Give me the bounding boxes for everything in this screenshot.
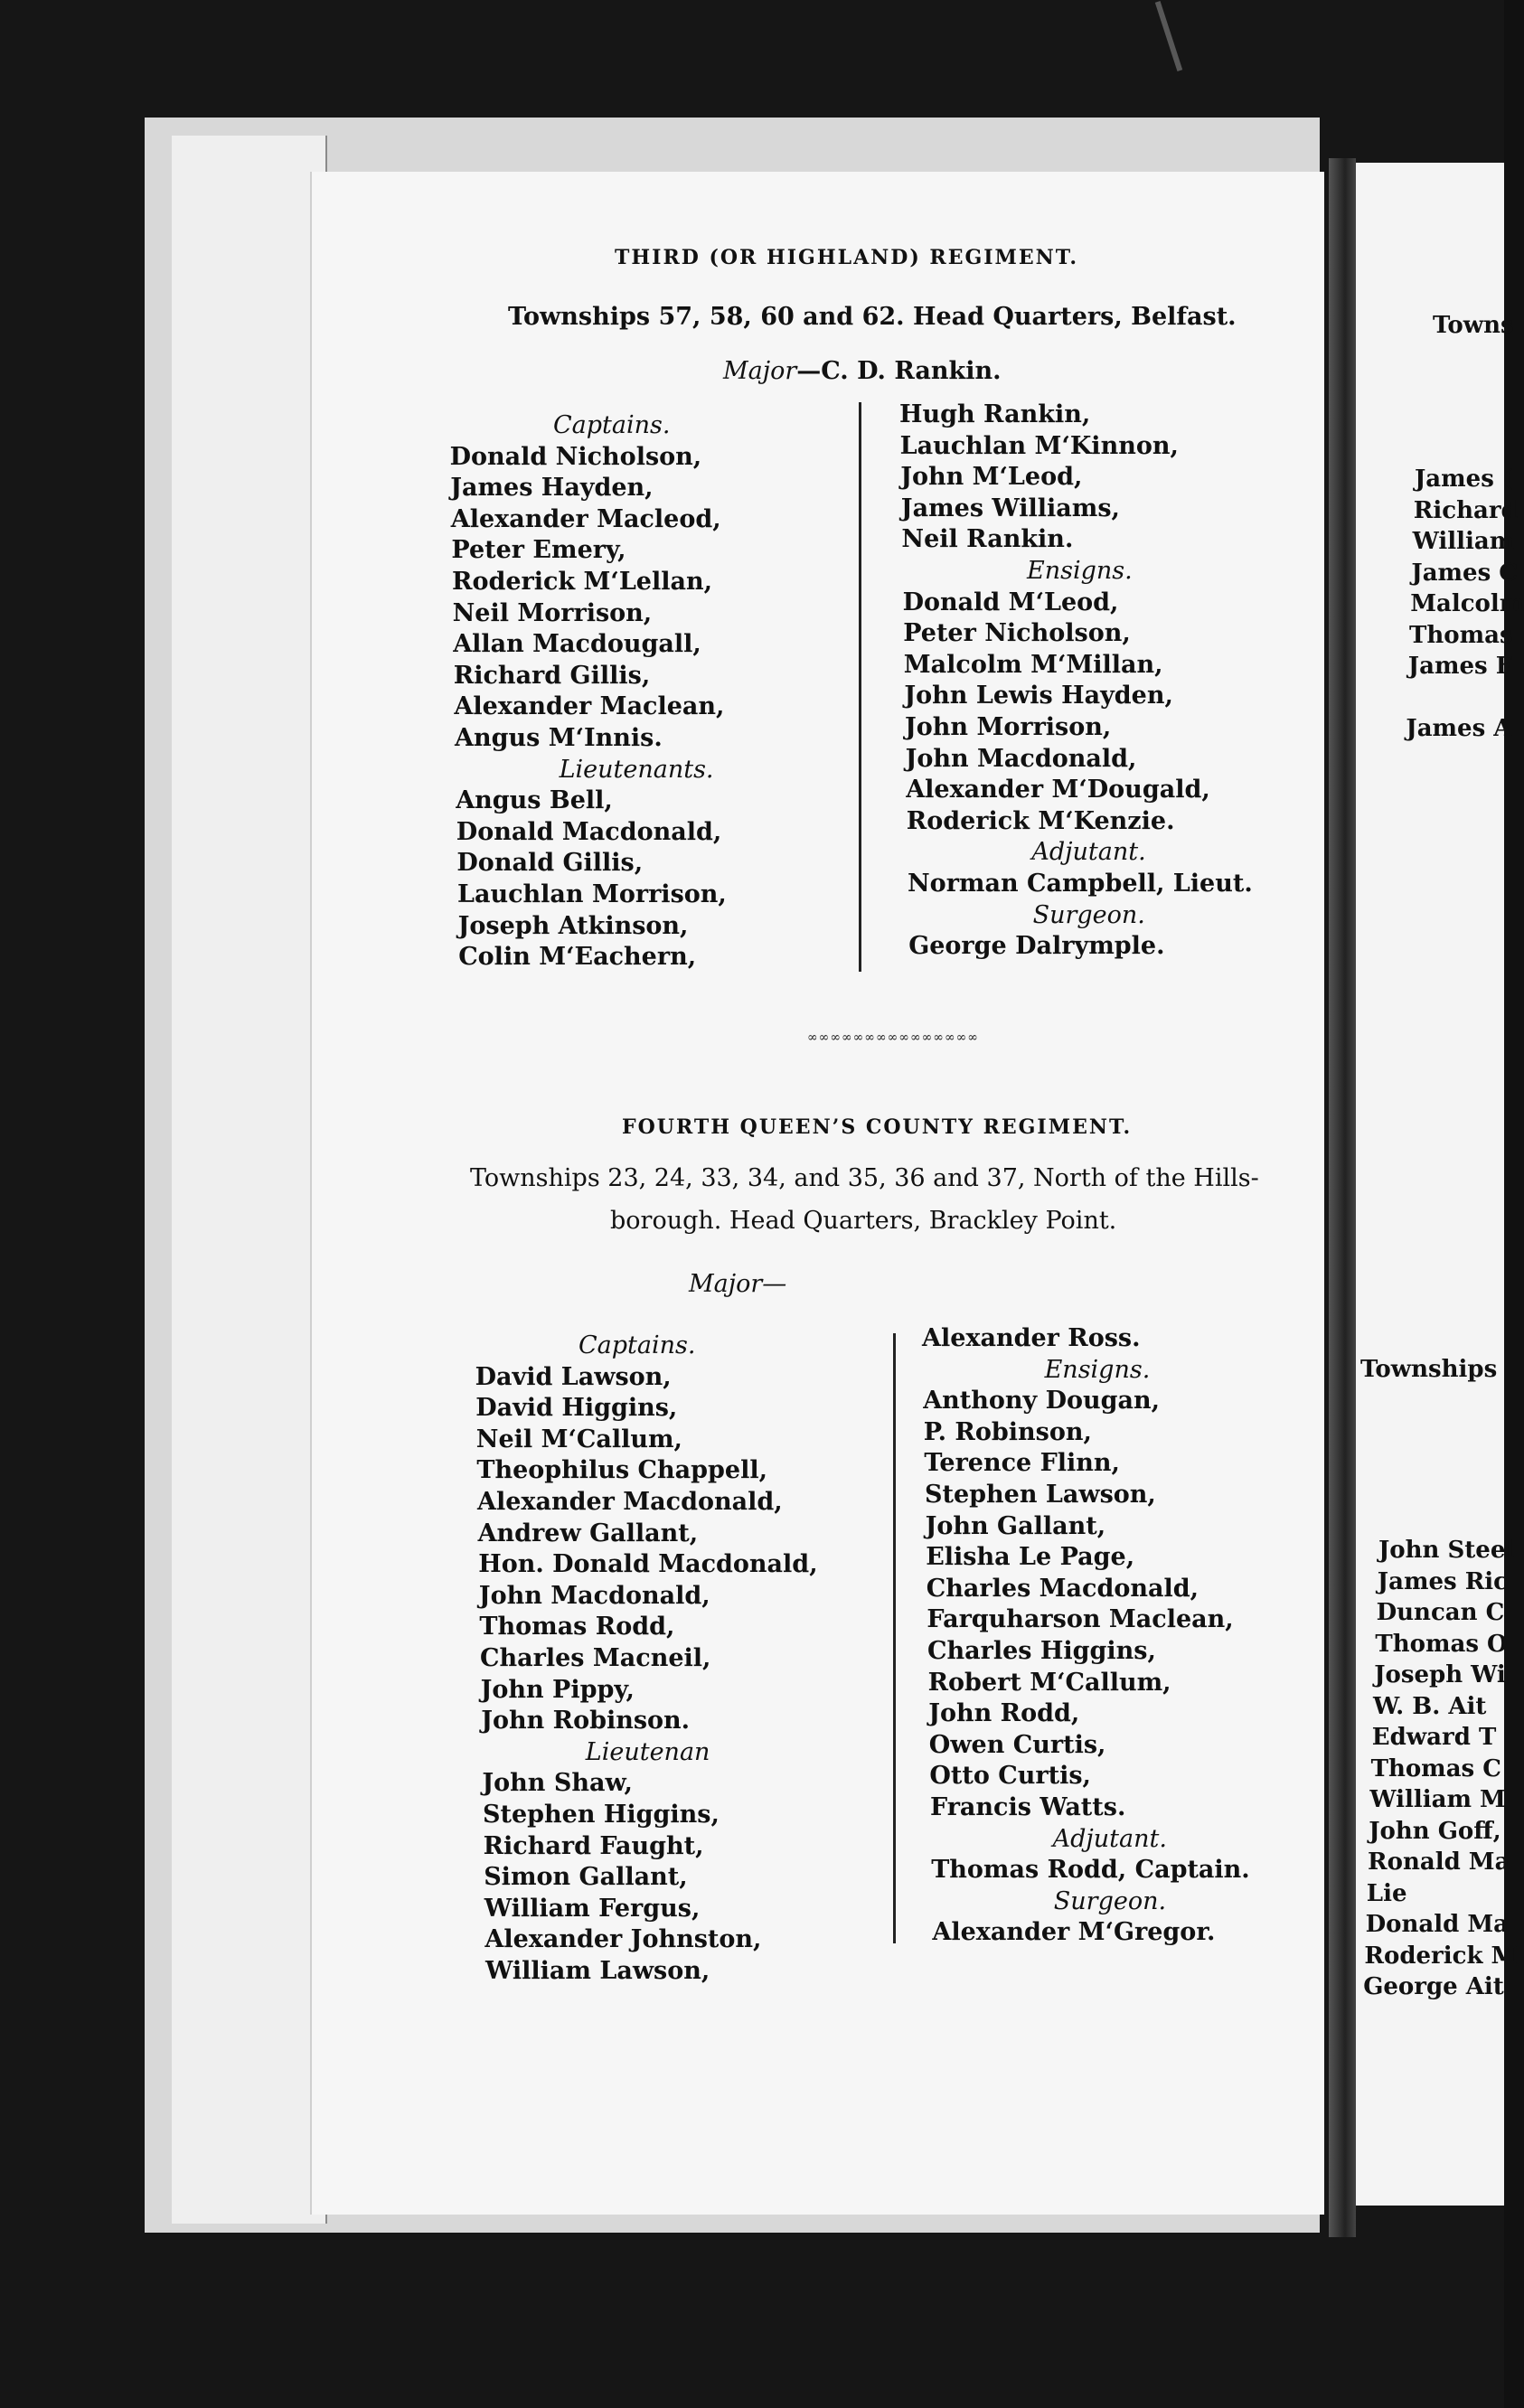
officer-name: John M‘Leod, — [900, 463, 1083, 492]
officer-name: Andrew Gallant, — [477, 1519, 699, 1547]
officer-name: James Hayden, — [450, 474, 654, 503]
officer-name: George Dalrymple. — [908, 932, 1165, 961]
officer-name: John Shaw, — [482, 1769, 633, 1798]
officer-name: David Higgins, — [475, 1394, 678, 1423]
officer-name: Richard Faught, — [483, 1831, 704, 1860]
rank-heading: Surgeon. — [1053, 1886, 1167, 1915]
officer-name: Donald Macdonald, — [456, 817, 722, 846]
officer-name: P. Robinson, — [923, 1417, 1092, 1446]
right-page-name: James F — [1407, 653, 1513, 680]
officer-name: Anthony Dougan, — [923, 1387, 1161, 1416]
officer-name: Alexander Johnston, — [484, 1925, 762, 1954]
officer-name: Charles Higgins, — [927, 1637, 1156, 1665]
officer-name: Francis Watts. — [930, 1793, 1126, 1821]
right-page-name: W. B. Ait — [1373, 1692, 1487, 1720]
officer-name: Neil Rankin. — [901, 525, 1074, 554]
officer-name: Charles Macdonald, — [926, 1574, 1199, 1603]
officer-name: Donald Nicholson, — [449, 442, 702, 471]
officer-name: Allan Macdougall, — [453, 630, 701, 659]
officer-name: John Lewis Hayden, — [904, 682, 1173, 710]
right-page-name: Thomas — [1409, 621, 1513, 649]
right-page-name: James Ric — [1377, 1567, 1509, 1595]
officer-name: Malcolm M‘Millan, — [903, 650, 1163, 679]
officer-name: Owen Curtis, — [928, 1730, 1106, 1759]
right-page-name: Richard — [1413, 496, 1518, 524]
book-gutter — [1329, 158, 1356, 2237]
right-page-name: George Ait — [1363, 1973, 1504, 2000]
rank-heading: Captains. — [579, 1331, 696, 1359]
officer-name: Alexander Ross. — [922, 1324, 1141, 1352]
rank-heading: Ensigns. — [1027, 557, 1133, 585]
rank-heading: Captains. — [553, 411, 671, 439]
officer-name: Angus M‘Innis. — [455, 724, 663, 752]
right-page-name: James A — [1406, 715, 1512, 742]
officer-name: Norman Campbell, Lieut. — [908, 870, 1253, 898]
officer-name: William Lawson, — [485, 1957, 710, 1985]
column-divider — [859, 402, 861, 972]
officer-name: Neil Morrison, — [452, 598, 653, 627]
officer-name: Alexander M‘Dougald, — [906, 776, 1210, 804]
officer-name: Farquharson Maclean, — [927, 1605, 1234, 1634]
right-page-name: Malcolm — [1410, 590, 1524, 617]
right-page-name: James C — [1411, 559, 1518, 587]
officer-name: Otto Curtis, — [929, 1762, 1091, 1791]
officer-name: John Robinson. — [481, 1707, 691, 1735]
right-page-name: James ( — [1415, 466, 1514, 493]
officer-name: John Gallant, — [925, 1511, 1106, 1540]
officer-name: David Lawson, — [475, 1362, 672, 1391]
officer-name: John Rodd, — [928, 1699, 1080, 1728]
officer-name: Hugh Rankin, — [899, 400, 1091, 428]
major-label: Major — [723, 357, 797, 385]
section1-major — [723, 357, 1002, 385]
right-page-name: Duncan C — [1376, 1599, 1505, 1626]
right-page-name: John Steel — [1378, 1537, 1515, 1564]
right-page-name: William — [1412, 528, 1515, 555]
right-page-heading: Towns — [1433, 312, 1514, 339]
officer-name: Thomas Rodd, — [479, 1613, 675, 1641]
officer-name: John Macdonald, — [478, 1581, 710, 1610]
officer-name: Terence Flinn, — [924, 1449, 1120, 1478]
right-page — [1356, 163, 1524, 2206]
rank-heading: Adjutant. — [1031, 838, 1146, 867]
section1-townships: Townships 57, 58, 60 and 62. Head Quarters, Belfast. — [508, 303, 1237, 331]
section-divider-ornament: ∞∞∞∞∞∞∞∞∞∞∞∞∞∞∞ — [807, 1030, 979, 1045]
officer-name: Donald M‘Leod, — [902, 588, 1119, 616]
major-name: —C. D. Rankin. — [796, 357, 1002, 385]
officer-name: Alexander M‘Gregor. — [932, 1918, 1216, 1947]
officer-name: Alexander Macdonald, — [477, 1488, 783, 1516]
officer-name: Robert M‘Callum, — [927, 1668, 1171, 1697]
officer-name: Peter Nicholson, — [903, 619, 1131, 648]
officer-name: Colin M‘Eachern, — [458, 943, 697, 972]
right-page-name: Edward T — [1371, 1724, 1497, 1751]
right-page-name: William M — [1369, 1786, 1506, 1813]
rank-heading: Ensigns. — [1044, 1355, 1151, 1384]
officer-name: Roderick M‘Lellan, — [452, 568, 713, 596]
right-page-name: Thomas O — [1375, 1630, 1508, 1658]
officer-name: Theophilus Chappell, — [476, 1456, 768, 1485]
rank-heading: Lieutenan — [585, 1737, 710, 1766]
officer-name: Charles Macneil, — [480, 1644, 711, 1672]
column-divider — [893, 1333, 896, 1943]
officer-name: Joseph Atkinson, — [457, 911, 689, 940]
officer-name: Lauchlan M‘Kinnon, — [899, 431, 1179, 460]
officer-name: Stephen Higgins, — [483, 1801, 720, 1829]
officer-name: Thomas Rodd, Captain. — [931, 1856, 1250, 1885]
rank-heading: Adjutant. — [1052, 1824, 1167, 1853]
officer-name: Stephen Lawson, — [925, 1481, 1156, 1509]
officer-name: Angus Bell, — [456, 786, 613, 815]
officer-name: Peter Emery, — [451, 536, 626, 565]
right-page-name: Thomas C — [1370, 1754, 1501, 1782]
officer-name: Roderick M‘Kenzie. — [906, 806, 1175, 835]
section2-major: Major— — [689, 1270, 787, 1298]
right-page-name: Ronald Ma — [1368, 1848, 1510, 1876]
officer-name: Alexander Maclean, — [454, 692, 725, 721]
officer-name: Hon. Donald Macdonald, — [478, 1550, 818, 1579]
section2-heading: FOURTH QUEEN’S COUNTY REGIMENT. — [622, 1115, 1133, 1139]
right-page-name: Lie — [1366, 1879, 1407, 1907]
section1-heading: THIRD (OR HIGHLAND) REGIMENT. — [615, 246, 1078, 269]
officer-name: Elisha Le Page, — [926, 1543, 1135, 1572]
right-page-name: John Goff, — [1369, 1817, 1501, 1845]
officer-name: John Morrison, — [905, 713, 1112, 741]
officer-name: Lauchlan Morrison, — [457, 880, 727, 908]
officer-name: James Williams, — [900, 494, 1120, 522]
officer-name: Richard Gillis, — [453, 661, 651, 690]
officer-name: Donald Gillis, — [456, 849, 644, 878]
section2-townships-line2: borough. Head Quarters, Brackley Point. — [610, 1207, 1117, 1235]
officer-name: John Macdonald, — [905, 744, 1137, 773]
officer-name: William Fergus, — [484, 1894, 701, 1923]
rank-heading: Surgeon. — [1032, 900, 1145, 929]
officer-name: Neil M‘Callum, — [475, 1425, 682, 1453]
right-page-name: Roderick M — [1364, 1942, 1518, 1970]
section2-townships-line1: Townships 23, 24, 33, 34, and 35, 36 and 37, North of the Hills- — [470, 1164, 1259, 1192]
right-page-name: Joseph Wi — [1374, 1661, 1506, 1688]
officer-name: Simon Gallant, — [484, 1863, 688, 1892]
rank-heading: Lieutenants. — [559, 755, 714, 784]
officer-name: John Pippy, — [480, 1675, 635, 1704]
officer-name: Alexander Macleod, — [450, 504, 721, 533]
right-page-name: Donald Ma — [1365, 1911, 1509, 1938]
right-page-townships: Townships — [1360, 1356, 1498, 1383]
